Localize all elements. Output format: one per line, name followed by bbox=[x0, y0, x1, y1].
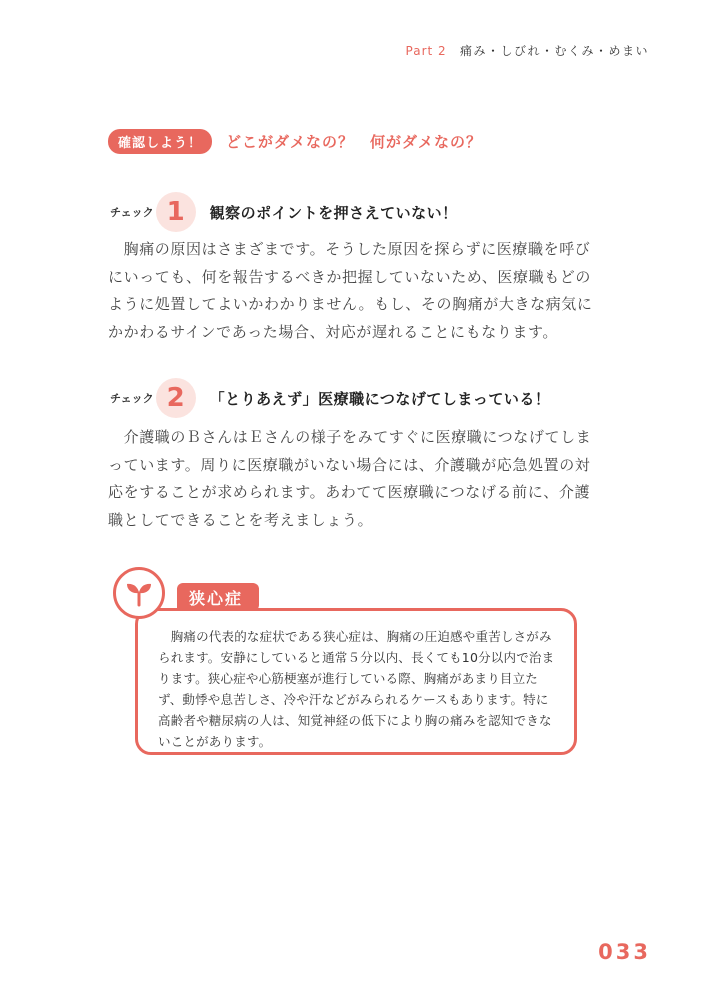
check-number: 2 bbox=[156, 378, 196, 418]
confirm-heading bbox=[108, 129, 482, 154]
check-heading-2 bbox=[110, 378, 550, 418]
part-label: Part 2 bbox=[405, 44, 447, 58]
check-body-2: 介護職のＢさんはＥさんの様子をみてすぐに医療職につなげてしまっています。周りに医療職がいない場合には、介護職が応急処置の対応をすることが求められます。あわてて医療職につなげる前に、介護職としてできることを考えましょう。 bbox=[108, 428, 592, 529]
page-number: 033 bbox=[598, 940, 651, 964]
check-title: 観察のポイントを押さえていない！ bbox=[209, 203, 458, 222]
check-heading-1 bbox=[110, 192, 458, 232]
section-title: 痛み・しびれ・むくみ・めまい bbox=[459, 44, 649, 58]
term-body: 胸痛の代表的な症状である狭心症は、胸痛の圧迫感や重苦しさがみられます。安静にしていると通常５分以内、長くても10分以内で治まります。狭心症や心筋梗塞が進行している際、胸痛があまり目立たず、動悸や息苦しさ、冷や汗などがみられるケースもあります。特に高齢者や糖尿病の人は、知覚神経の低下により胸の痛みを認知できないことがあります。 bbox=[158, 629, 555, 749]
term-title: 狭心症 bbox=[177, 583, 259, 611]
confirm-title: どこがダメなの？ 何がダメなの？ bbox=[226, 133, 483, 151]
check-body-1: 胸痛の原因はさまざまです。そうした原因を探らずに医療職を呼びにいっても、何を報告するべきか把握していないため、医療職もどのように処置してよいかわかりません。もし、その胸痛が大きな病気にかかわるサインであった場合、対応が遅れることにもなります。 bbox=[108, 240, 593, 341]
check-label: チェック bbox=[110, 206, 154, 219]
check-number: 1 bbox=[156, 192, 196, 232]
sprout-icon bbox=[113, 567, 165, 619]
check-label: チェック bbox=[110, 392, 154, 405]
check-title: 「とりあえず」医療職につなげてしまっている！ bbox=[209, 389, 551, 408]
running-header bbox=[406, 42, 649, 59]
confirm-badge: 確認しよう！ bbox=[108, 129, 212, 154]
